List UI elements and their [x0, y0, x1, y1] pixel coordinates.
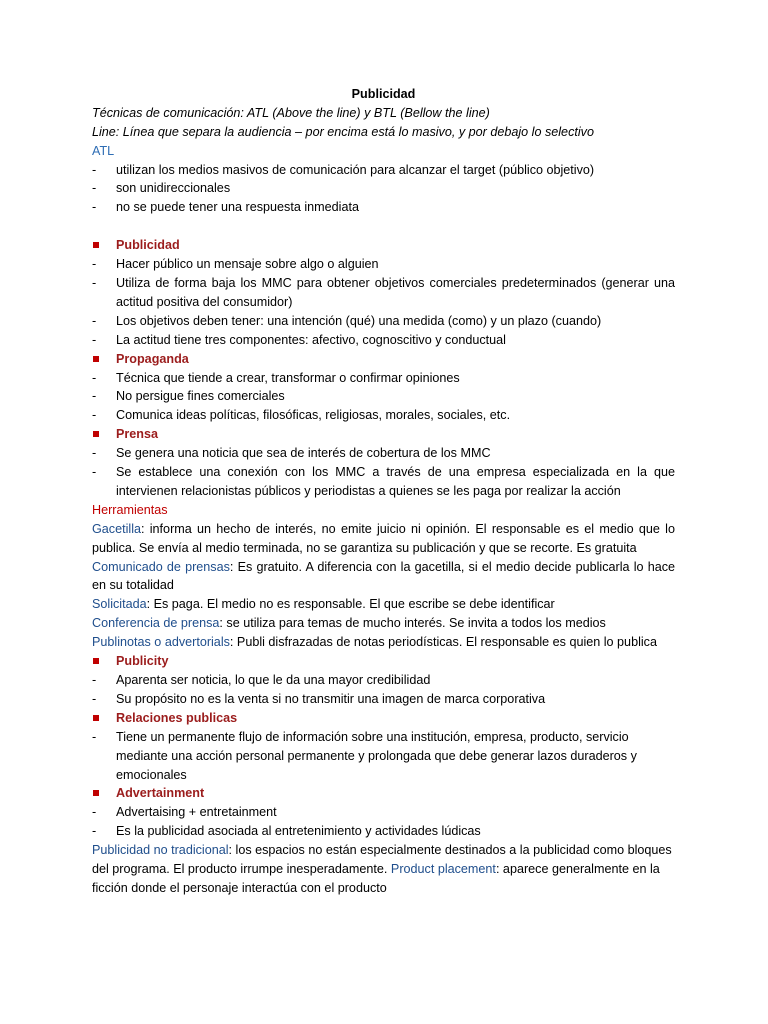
final-paragraph	[92, 841, 675, 898]
section-heading-publicity: Publicity	[92, 652, 675, 671]
list-item: - No persigue fines comerciales	[92, 387, 675, 406]
term-description: : Es paga. El medio no es responsable. El que escribe se debe identificar	[146, 597, 555, 612]
list-item: - Se genera una noticia que sea de interés de cobertura de los MMC	[92, 444, 675, 463]
term-label: Product placement	[390, 862, 496, 877]
dash-marker: -	[92, 332, 97, 347]
square-bullet-icon	[92, 425, 116, 444]
list-item: - Su propósito no es la venta si no transmitir una imagen de marca corporativa	[92, 690, 675, 709]
dash-marker: -	[92, 181, 97, 196]
list-item: - Técnica que tiende a crear, transformar o confirmar opiniones	[92, 369, 675, 388]
dash-marker: -	[92, 408, 97, 423]
term-label: Conferencia de prensa	[92, 616, 220, 631]
tool-entry-solicitada	[92, 595, 675, 614]
dash-marker: -	[92, 200, 97, 215]
list-item: - Los objetivos deben tener: una intención (qué) una medida (como) y un plazo (cuando)	[92, 312, 675, 331]
list-item: - Es la publicidad asociada al entretenimiento y actividades lúdicas	[92, 822, 675, 841]
dash-marker: -	[92, 691, 97, 706]
section-heading-relaciones: Relaciones publicas	[92, 709, 675, 728]
term-description: : Es gratuito. A diferencia con la gacetilla, si el medio decide publicarla lo hace en su totalidad	[92, 559, 676, 593]
dash-marker: -	[92, 275, 97, 290]
dash-marker: -	[92, 465, 97, 480]
list-item: - Advertaising + entretainment	[92, 803, 675, 822]
term-label: Comunicado de prensas	[92, 559, 230, 574]
dash-marker: -	[92, 370, 97, 385]
square-bullet-icon	[92, 350, 116, 369]
intro-line-2: Line: Línea que separa la audiencia – por encima está lo masivo, y por debajo lo selectivo	[92, 124, 594, 139]
list-item: - Aparenta ser noticia, lo que le da una mayor credibilidad	[92, 671, 675, 690]
dash-marker: -	[92, 389, 97, 404]
dash-marker: -	[92, 257, 97, 272]
document-title: Publicidad	[351, 87, 416, 101]
term-label: Publinotas o advertorials	[92, 635, 230, 650]
list-item: - Comunica ideas políticas, filosóficas, religiosas, morales, sociales, etc.	[92, 406, 675, 425]
term-description: : aparece generalmente en la ficción donde el personaje interactúa con el producto	[92, 862, 660, 895]
term-description: : se utiliza para temas de mucho interés. Se invita a todos los medios	[219, 616, 606, 631]
list-item: - no se puede tener una respuesta inmediata	[92, 198, 675, 217]
term-label: Publicidad no tradicional	[92, 843, 229, 858]
dash-marker: -	[92, 673, 97, 687]
tool-entry-publinotas	[92, 633, 675, 652]
square-bullet-icon	[92, 784, 116, 803]
list-item: - son unidireccionales	[92, 179, 675, 198]
list-item: - Utiliza de forma baja los MMC para obtener objetivos comerciales predeterminados (generar una actitud positiva del consumidor)	[92, 274, 675, 312]
list-item: - La actitud tiene tres componentes: afectivo, cognoscitivo y conductual	[92, 331, 675, 350]
list-item: - Tiene un permanente flujo de información sobre una institución, empresa, producto, servicio mediante una acción personal permanente y prolongada que debe generar lazos duraderos y emocionales	[92, 728, 675, 785]
section-heading-advertainment: Advertainment	[92, 784, 675, 803]
term-description: : los espacios no están especialmente destinados a la publicidad como bloques del programa. El producto irrumpe inesperadamente.	[92, 843, 672, 877]
tool-entry-comunicado	[92, 558, 675, 596]
tool-entry-conferencia	[92, 614, 675, 633]
square-bullet-icon	[92, 652, 116, 671]
square-bullet-icon	[92, 709, 116, 728]
section-heading-prensa: Prensa	[92, 425, 675, 444]
term-label: Solicitada	[92, 597, 147, 612]
list-item: - Hacer público un mensaje sobre algo o alguien	[92, 255, 675, 274]
square-bullet-icon	[92, 236, 116, 255]
dash-marker: -	[92, 162, 97, 177]
intro-line-1: Técnicas de comunicación: ATL (Above the line) y BTL (Bellow the line)	[92, 105, 490, 120]
dash-marker: -	[92, 313, 97, 328]
tool-entry-gacetilla	[92, 520, 675, 558]
dash-marker: -	[92, 446, 97, 461]
term-description: : Publi disfrazadas de notas periodísticas. El responsable es quien lo publica	[229, 635, 657, 650]
term-label: Gacetilla	[92, 521, 141, 536]
spacer	[92, 217, 675, 236]
section-heading-propaganda: Propaganda	[92, 350, 675, 369]
dash-marker: -	[92, 824, 97, 839]
term-description: : informa un hecho de interés, no emite juicio ni opinión. El responsable es el medio que lo publica. Se envía al medio terminada, no se garantiza su publicación y que se recorte. Es gratuita	[92, 521, 675, 555]
dash-marker: -	[92, 805, 97, 820]
atl-heading: ATL	[92, 143, 115, 158]
document-page	[92, 85, 675, 898]
list-item: - Se establece una conexión con los MMC a través de una empresa especializada en la que intervienen relacionistas públicos y periodistas a quienes se les paga por realizar la acción	[92, 463, 675, 501]
herramientas-heading: Herramientas	[92, 502, 168, 517]
dash-marker: -	[92, 729, 97, 744]
section-heading-publicidad: Publicidad	[92, 236, 675, 255]
list-item: - utilizan los medios masivos de comunicación para alcanzar el target (público objetivo)	[92, 161, 675, 180]
